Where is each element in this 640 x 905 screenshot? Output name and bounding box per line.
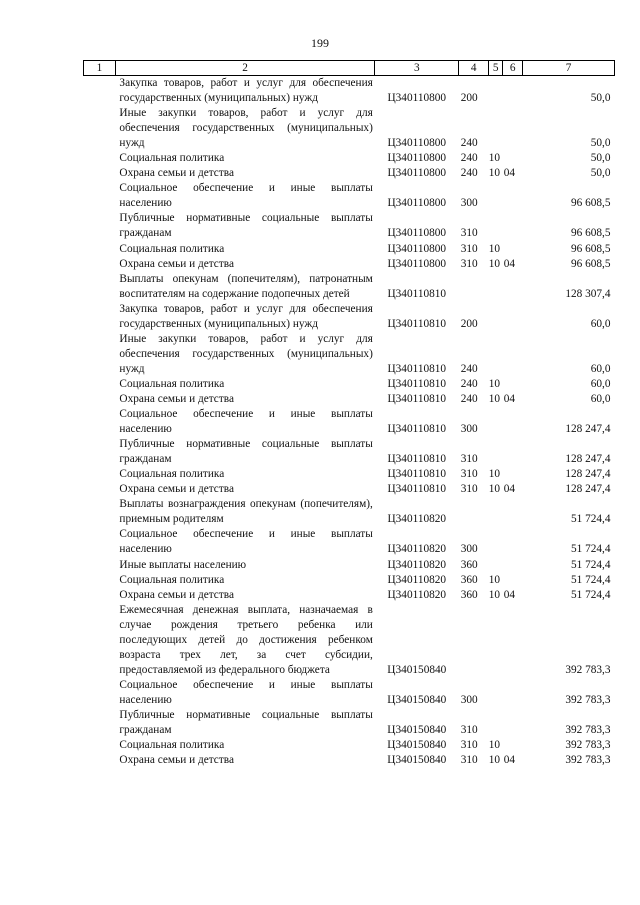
row-target-code: Ц340110820 <box>387 573 447 586</box>
row-section <box>489 437 503 467</box>
row-subsection <box>503 497 523 527</box>
row-expense-type: 360 <box>460 558 478 571</box>
table-row <box>84 407 615 437</box>
row-amount: 392 783,3 <box>565 663 611 676</box>
row-subsection <box>503 151 523 166</box>
row-expense-type: 300 <box>460 197 478 210</box>
row-target-code: Ц340110820 <box>387 588 447 601</box>
row-subsection: 04 <box>503 257 515 270</box>
row-name: Охрана семьи и детства <box>119 167 234 180</box>
row-section: 10 <box>488 573 500 586</box>
row-subsection <box>503 603 523 678</box>
row-target-code: Ц340110820 <box>387 513 447 526</box>
row-spacer-cell <box>84 76 116 107</box>
table-row <box>84 467 615 482</box>
row-subsection <box>503 407 523 437</box>
row-name: Охрана семьи и детства <box>119 392 234 405</box>
row-section: 10 <box>488 377 500 390</box>
row-section <box>489 708 503 738</box>
row-target-code: Ц340110810 <box>387 468 447 481</box>
row-section: 10 <box>488 392 500 405</box>
row-name: Социальное обеспечение и иные выплаты населению <box>119 408 373 436</box>
row-section: 10 <box>488 242 500 255</box>
row-spacer-cell <box>84 166 116 181</box>
row-name: Публичные нормативные социальные выплаты гражданам <box>119 708 373 737</box>
row-amount: 50,0 <box>590 167 611 180</box>
row-target-code: Ц340150840 <box>387 663 447 676</box>
row-subsection <box>503 242 523 257</box>
row-section <box>489 272 503 302</box>
row-spacer-cell <box>84 392 116 407</box>
table-row <box>84 588 615 603</box>
row-target-code: Ц340150840 <box>387 739 447 752</box>
row-section <box>489 558 503 573</box>
row-section <box>489 76 503 107</box>
column-number: 2 <box>115 61 374 76</box>
row-amount: 96 608,5 <box>570 257 611 270</box>
row-expense-type: 300 <box>460 543 478 556</box>
row-expense-type: 240 <box>460 137 478 150</box>
table-row <box>84 302 615 332</box>
row-spacer-cell <box>84 242 116 257</box>
row-spacer-cell <box>84 678 116 708</box>
table-row <box>84 166 615 181</box>
row-name: Иные закупки товаров, работ и услуг для обеспечения государственных (муниципальных) нужд <box>119 332 373 375</box>
row-target-code: Ц340150840 <box>387 693 447 706</box>
row-amount: 50,0 <box>590 152 611 165</box>
row-name: Закупка товаров, работ и услуг для обеспечения государственных (муниципальных) нужд <box>119 302 373 330</box>
row-spacer-cell <box>84 482 116 497</box>
table-row <box>84 106 615 151</box>
row-spacer-cell <box>84 407 116 437</box>
table-row <box>84 497 615 527</box>
row-expense-type: 310 <box>460 453 478 466</box>
column-number: 5 <box>489 61 503 76</box>
row-expense-type: 240 <box>460 392 478 405</box>
row-expense-type: 310 <box>460 242 478 255</box>
row-expense-type: 240 <box>460 377 478 390</box>
row-target-code: Ц340110800 <box>387 152 447 165</box>
row-target-code: Ц340110810 <box>387 483 447 496</box>
row-subsection <box>503 106 523 151</box>
row-subsection <box>503 527 523 557</box>
row-name: Закупка товаров, работ и услуг для обеспечения государственных (муниципальных) нужд <box>119 77 373 105</box>
row-expense-type: 310 <box>460 754 478 767</box>
row-target-code: Ц340110810 <box>387 453 447 466</box>
row-name: Социальное обеспечение и иные выплаты населению <box>119 182 373 210</box>
column-number: 7 <box>523 61 615 76</box>
row-subsection: 04 <box>503 392 515 405</box>
table-row <box>84 332 615 377</box>
row-amount: 128 247,4 <box>565 483 611 496</box>
row-section <box>489 106 503 151</box>
row-subsection <box>503 437 523 467</box>
row-spacer-cell <box>84 272 116 302</box>
row-subsection: 04 <box>503 483 515 496</box>
row-section <box>489 527 503 557</box>
column-number: 4 <box>459 61 489 76</box>
row-name: Иные выплаты населению <box>119 558 247 571</box>
row-expense-type <box>459 497 489 527</box>
table-row <box>84 257 615 272</box>
row-amount: 392 783,3 <box>565 693 611 706</box>
row-name: Ежемесячная денежная выплата, назначаемая в случае рождения третьего ребенка или последующих детей до достижения ребенком возраста трех лет, за счет субсидии, предоставляемой из федерального бюджета <box>119 603 373 676</box>
row-amount: 51 724,4 <box>570 543 611 556</box>
table-row <box>84 437 615 467</box>
row-name: Охрана семьи и детства <box>119 754 234 767</box>
row-name: Социальная политика <box>119 468 225 481</box>
row-name: Публичные нормативные социальные выплаты гражданам <box>119 438 373 466</box>
row-expense-type: 310 <box>460 257 478 270</box>
row-section: 10 <box>488 468 500 481</box>
table-row <box>84 181 615 211</box>
row-name: Социальное обеспечение и иные выплаты населению <box>119 678 373 706</box>
row-spacer-cell <box>84 588 116 603</box>
row-amount: 51 724,4 <box>570 558 611 571</box>
row-expense-type: 240 <box>460 362 478 375</box>
row-amount: 128 247,4 <box>565 453 611 466</box>
row-name: Выплаты вознаграждения опекунам (попечителям), приемным родителям <box>119 498 373 526</box>
row-name: Выплаты опекунам (попечителям), патронатным воспитателям на содержание подопечных детей <box>119 272 373 300</box>
row-name: Социальная политика <box>119 377 225 390</box>
table-row <box>84 377 615 392</box>
row-section <box>489 497 503 527</box>
row-spacer-cell <box>84 151 116 166</box>
row-target-code: Ц340110810 <box>387 287 447 300</box>
table-row <box>84 242 615 257</box>
row-expense-type: 310 <box>460 227 478 240</box>
row-amount: 50,0 <box>590 137 611 150</box>
column-number: 6 <box>503 61 523 76</box>
row-spacer-cell <box>84 211 116 241</box>
row-section: 10 <box>488 152 500 165</box>
row-subsection: 04 <box>503 588 515 601</box>
row-subsection <box>503 708 523 738</box>
row-amount: 50,0 <box>590 92 611 105</box>
row-subsection <box>503 211 523 241</box>
row-name: Охрана семьи и детства <box>119 588 234 601</box>
table-row <box>84 482 615 497</box>
table-row <box>84 678 615 708</box>
row-section: 10 <box>488 754 500 767</box>
row-name: Социальное обеспечение и иные выплаты населению <box>119 528 373 556</box>
row-target-code: Ц340110810 <box>387 377 447 390</box>
row-subsection <box>503 558 523 573</box>
row-target-code: Ц340150840 <box>387 724 447 737</box>
row-section <box>489 603 503 678</box>
row-name: Охрана семьи и детства <box>119 257 234 270</box>
row-section <box>489 302 503 332</box>
table-row <box>84 211 615 241</box>
row-target-code: Ц340150840 <box>387 754 447 767</box>
row-section: 10 <box>488 167 500 180</box>
row-expense-type <box>459 272 489 302</box>
row-target-code: Ц340110800 <box>387 227 447 240</box>
row-amount: 392 783,3 <box>565 754 611 767</box>
row-target-code: Ц340110800 <box>387 137 447 150</box>
budget-table <box>83 60 615 768</box>
row-target-code: Ц340110800 <box>387 197 447 210</box>
row-amount: 51 724,4 <box>570 573 611 586</box>
row-name: Публичные нормативные социальные выплаты гражданам <box>119 212 373 240</box>
row-target-code: Ц340110800 <box>387 167 447 180</box>
column-number: 1 <box>84 61 116 76</box>
row-amount: 128 307,4 <box>565 287 611 300</box>
row-spacer-cell <box>84 106 116 151</box>
row-subsection: 04 <box>503 167 515 180</box>
row-target-code: Ц340110810 <box>387 423 447 436</box>
row-expense-type: 240 <box>460 152 478 165</box>
row-spacer-cell <box>84 753 116 768</box>
row-target-code: Ц340110800 <box>387 242 447 255</box>
row-section <box>489 332 503 377</box>
row-expense-type: 200 <box>460 92 478 105</box>
row-subsection <box>503 377 523 392</box>
table-row <box>84 76 615 107</box>
row-amount: 51 724,4 <box>570 513 611 526</box>
row-expense-type <box>459 603 489 678</box>
row-amount: 51 724,4 <box>570 588 611 601</box>
row-spacer-cell <box>84 497 116 527</box>
row-name: Социальная политика <box>119 152 225 165</box>
row-expense-type: 310 <box>460 483 478 496</box>
row-amount: 60,0 <box>590 362 611 375</box>
table-row <box>84 708 615 738</box>
row-spacer-cell <box>84 437 116 467</box>
page-number: 199 <box>311 36 329 50</box>
row-spacer-cell <box>84 558 116 573</box>
row-spacer-cell <box>84 738 116 753</box>
table-row <box>84 573 615 588</box>
row-name: Иные закупки товаров, работ и услуг для обеспечения государственных (муниципальных) нужд <box>119 107 373 150</box>
row-spacer-cell <box>84 302 116 332</box>
row-subsection <box>503 181 523 211</box>
row-subsection: 04 <box>503 754 515 767</box>
table-row <box>84 272 615 302</box>
table-row <box>84 558 615 573</box>
row-spacer-cell <box>84 332 116 377</box>
row-target-code: Ц340110800 <box>387 92 447 105</box>
row-section <box>489 181 503 211</box>
row-subsection <box>503 573 523 588</box>
row-expense-type: 310 <box>460 468 478 481</box>
row-spacer-cell <box>84 527 116 557</box>
row-subsection <box>503 302 523 332</box>
row-amount: 128 247,4 <box>565 423 611 436</box>
row-subsection <box>503 467 523 482</box>
row-spacer-cell <box>84 467 116 482</box>
row-target-code: Ц340110820 <box>387 543 447 556</box>
row-expense-type: 310 <box>460 739 478 752</box>
row-amount: 392 783,3 <box>565 724 611 737</box>
row-spacer-cell <box>84 377 116 392</box>
table-row <box>84 527 615 557</box>
row-amount: 60,0 <box>590 377 611 390</box>
row-spacer-cell <box>84 603 116 678</box>
row-section: 10 <box>488 257 500 270</box>
row-spacer-cell <box>84 257 116 272</box>
row-expense-type: 240 <box>460 167 478 180</box>
row-section: 10 <box>488 588 500 601</box>
row-target-code: Ц340110810 <box>387 317 447 330</box>
row-amount: 60,0 <box>590 317 611 330</box>
row-amount: 60,0 <box>590 392 611 405</box>
row-target-code: Ц340110800 <box>387 257 447 270</box>
row-amount: 128 247,4 <box>565 468 611 481</box>
column-number-row <box>84 61 615 76</box>
table-row <box>84 603 615 678</box>
row-subsection <box>503 332 523 377</box>
row-subsection <box>503 76 523 107</box>
row-target-code: Ц340110810 <box>387 392 447 405</box>
row-section: 10 <box>488 483 500 496</box>
row-spacer-cell <box>84 573 116 588</box>
table-row <box>84 753 615 768</box>
row-spacer-cell <box>84 708 116 738</box>
row-section: 10 <box>488 739 500 752</box>
row-subsection <box>503 678 523 708</box>
row-spacer-cell <box>84 181 116 211</box>
row-expense-type: 300 <box>460 693 478 706</box>
row-section <box>489 211 503 241</box>
row-section <box>489 678 503 708</box>
row-name: Социальная политика <box>119 242 225 255</box>
row-subsection <box>503 272 523 302</box>
table-row <box>84 151 615 166</box>
row-amount: 96 608,5 <box>570 197 611 210</box>
row-name: Социальная политика <box>119 739 225 752</box>
table-body <box>84 76 615 769</box>
row-expense-type: 200 <box>460 317 478 330</box>
table-row <box>84 738 615 753</box>
row-amount: 392 783,3 <box>565 739 611 752</box>
row-amount: 96 608,5 <box>570 242 611 255</box>
row-subsection <box>503 738 523 753</box>
row-name: Социальная политика <box>119 573 225 586</box>
row-expense-type: 300 <box>460 423 478 436</box>
table-row <box>84 392 615 407</box>
row-target-code: Ц340110810 <box>387 362 447 375</box>
row-section <box>489 407 503 437</box>
row-name: Охрана семьи и детства <box>119 483 234 496</box>
column-number: 3 <box>375 61 459 76</box>
row-expense-type: 310 <box>460 724 478 737</box>
row-expense-type: 360 <box>460 588 478 601</box>
row-expense-type: 360 <box>460 573 478 586</box>
row-amount: 96 608,5 <box>570 227 611 240</box>
row-target-code: Ц340110820 <box>387 558 447 571</box>
